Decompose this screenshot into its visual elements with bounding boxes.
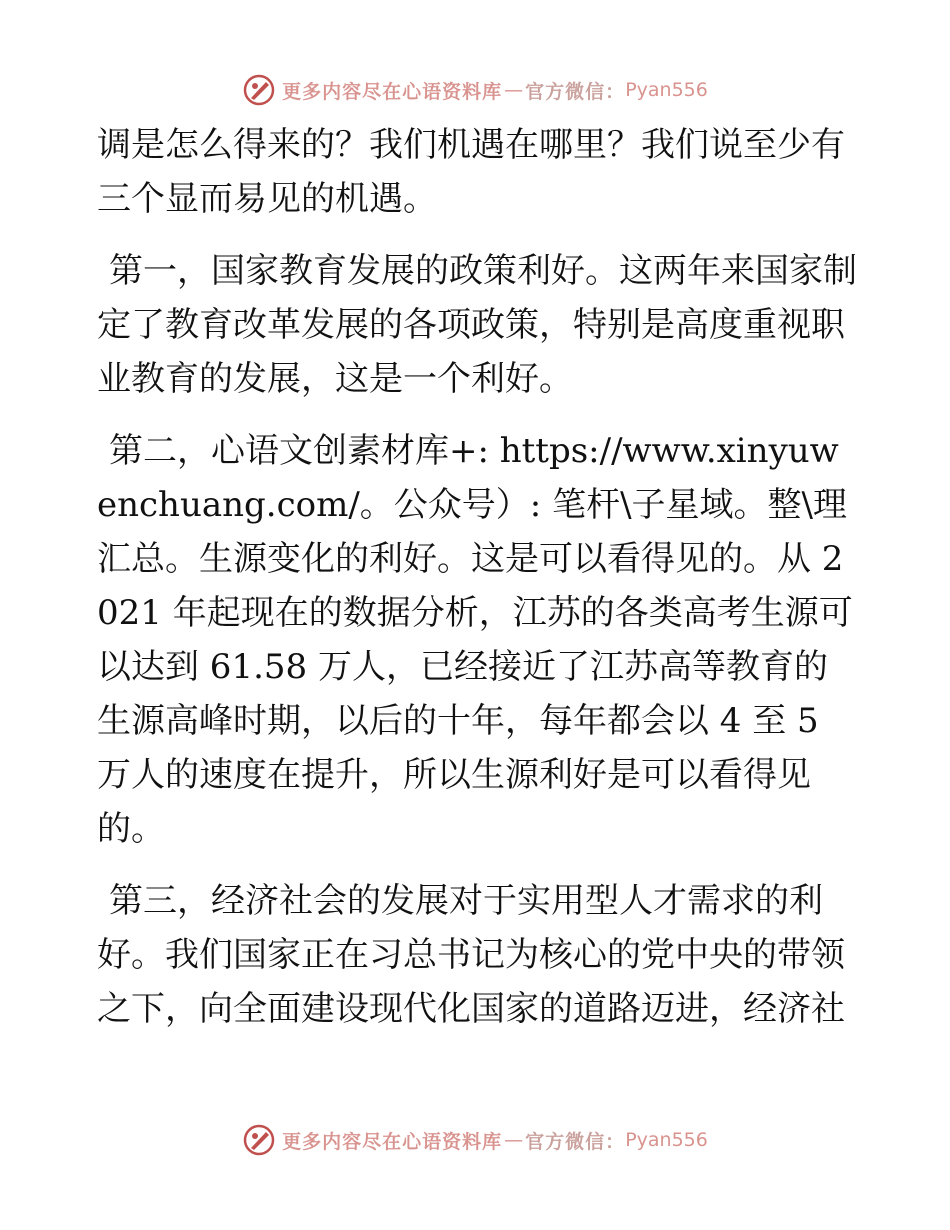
paragraph-1: 调是怎么得来的？我们机遇在哪里？我们说至少有三个显而易见的机遇。 bbox=[97, 125, 845, 219]
paragraph-4: 第三，经济社会的发展对于实用型人才需求的利好。我们国家正在习总书记为核心的党中央的带领之下，向全面建设现代化国家的道路迈进，经济社 bbox=[97, 881, 845, 1029]
watermark-wechat-id: Pyan556 bbox=[625, 79, 708, 101]
footer-watermark bbox=[0, 1120, 950, 1160]
watermark-dash: — bbox=[504, 79, 524, 101]
watermark-wechat-id: Pyan556 bbox=[625, 1129, 708, 1151]
watermark-sub-text: 官方微信： bbox=[525, 1130, 626, 1153]
header-watermark bbox=[0, 70, 950, 110]
watermark-dash: — bbox=[504, 1129, 524, 1151]
paragraph-3: 第二，心语文创素材库+: https://www.xinyuwenchuang.com/。公众号）: 笔杆\子星域。整\理汇总。生源变化的利好。这是可以看得见的。从 2021 年起现在的数据分析，江苏的各类高考生源可以达到 61.58 万人，已经接近了江苏高等教育的生源高峰时期，以后的十年，每年都会以 4 至 5 万人的速度在提升，所以生源利好是可以看得见的。 bbox=[97, 431, 853, 849]
watermark-main-text: 更多内容尽在心语资料库 bbox=[282, 80, 503, 103]
watermark-main-text: 更多内容尽在心语资料库 bbox=[282, 1130, 503, 1153]
document-body bbox=[97, 118, 857, 1054]
quill-logo-icon bbox=[242, 73, 276, 107]
quill-logo-icon bbox=[242, 1123, 276, 1157]
watermark-sub-text: 官方微信： bbox=[525, 80, 626, 103]
paragraph-2: 第一，国家教育发展的政策利好。这两年来国家制定了教育改革发展的各项政策，特别是高度重视职业教育的发展，这是一个利好。 bbox=[97, 251, 857, 399]
